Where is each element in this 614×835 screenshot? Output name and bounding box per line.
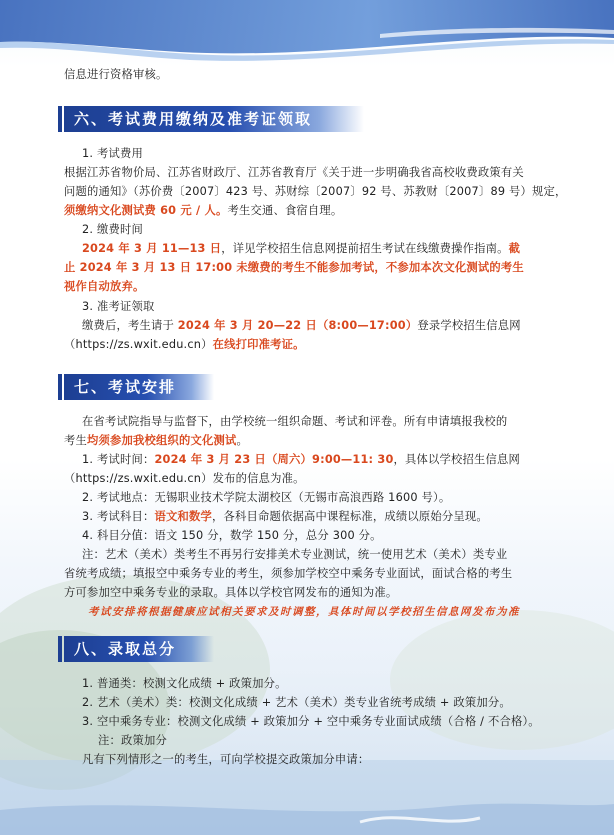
exam-location: 2. 考试地点：无锡职业技术学院太湖校区（无锡市高浪西路 1600 号）。: [82, 491, 451, 504]
payment-time-heading: 2. 缴费时间: [82, 223, 143, 236]
intro-line: 信息进行资格审核。: [64, 68, 168, 81]
ticket-line-1: 缴费后，考生请于 2024 年 3 月 20—22 日（8:00—17:00）登录学校招生信息网: [82, 319, 521, 332]
section-6-header: 六、考试费用缴纳及准考证领取: [64, 106, 364, 132]
score-general: 1. 普通类：校测文化成绩 + 政策加分。: [82, 677, 287, 690]
payment-time-line-1: 2024 年 3 月 11—13 日，详见学校招生信息网提前招生考试在线缴费操作指南。截: [82, 242, 521, 255]
payment-deadline-line-3: 视作自动放弃。: [64, 280, 145, 293]
ticket-heading: 3. 准考证领取: [82, 300, 155, 313]
exam-intro-line-1: 在省考试院指导与监督下，由学校统一组织命题、考试和评卷。所有申请填报我校的: [82, 415, 508, 428]
exam-adjustment-notice: 考试安排将根据健康应试相关要求及时调整，具体时间以学校招生信息网发布为准: [88, 606, 520, 618]
score-art: 2. 艺术（美术）类：校测文化成绩 + 艺术（美术）类专业省统考成绩 + 政策加分。: [82, 696, 511, 709]
policy-bonus-intro: 凡有下列情形之一的考生，可向学校提交政策加分申请：: [82, 753, 370, 766]
exam-intro-line-2: 考生均须参加我校组织的文化测试。: [64, 434, 248, 447]
exam-time-line-2: （https://zs.wxit.edu.cn）发布的信息为准。: [64, 472, 305, 485]
section-7-header: 七、考试安排: [64, 374, 214, 400]
fee-paragraph-line-2: 问题的通知》（苏价费〔2007〕423 号、苏财综〔2007〕92 号、苏教财〔2007〕89 号）规定，: [64, 185, 567, 198]
exam-note-line-2: 省统考成绩；填报空中乘务专业的考生，须参加学校空中乘务专业面试，面试合格的考生: [64, 567, 513, 580]
section-8-header: 八、录取总分: [64, 636, 214, 662]
exam-note-line-3: 方可参加空中乘务专业的录取。具体以学校官网发布的通知为准。: [64, 586, 398, 599]
exam-subjects: 3. 考试科目：语文和数学，各科目命题依据高中课程标准，成绩以原始分呈现。: [82, 510, 488, 523]
admissions-url[interactable]: （https://zs.wxit.edu.cn）: [64, 338, 213, 351]
payment-deadline-line-2: 止 2024 年 3 月 13 日 17:00 未缴费的考生不能参加考试，不参加本次文化测试的考生: [64, 261, 524, 274]
ticket-line-2: （https://zs.wxit.edu.cn）在线打印准考证。: [64, 338, 305, 351]
fee-amount: 须缴纳文化测试费 60 元 / 人。: [64, 204, 228, 217]
fee-paragraph-line-1: 根据江苏省物价局、江苏省财政厅、江苏省教育厅《关于进一步明确我省高校收费政策有关: [64, 166, 524, 179]
top-wave-decoration: [0, 0, 614, 70]
score-flight-attendant: 3. 空中乘务专业：校测文化成绩 + 政策加分 + 空中乘务专业面试成绩（合格 / 不合格）。: [82, 715, 540, 728]
exam-note-line-1: 注：艺术（美术）类考生不再另行安排美术专业测试，统一使用艺术（美术）类专业: [82, 548, 508, 561]
fee-heading: 1. 考试费用: [82, 147, 143, 160]
exam-time-line-1: 1. 考试时间：2024 年 3 月 23 日（周六）9:00—11: 30，具体以学校招生信息网: [82, 453, 520, 466]
policy-bonus-heading: 注：政策加分: [98, 734, 167, 747]
fee-paragraph-line-3: 须缴纳文化测试费 60 元 / 人。考生交通、食宿自理。: [64, 204, 343, 217]
exam-scores: 4. 科目分值：语文 150 分，数学 150 分，总分 300 分。: [82, 529, 382, 542]
